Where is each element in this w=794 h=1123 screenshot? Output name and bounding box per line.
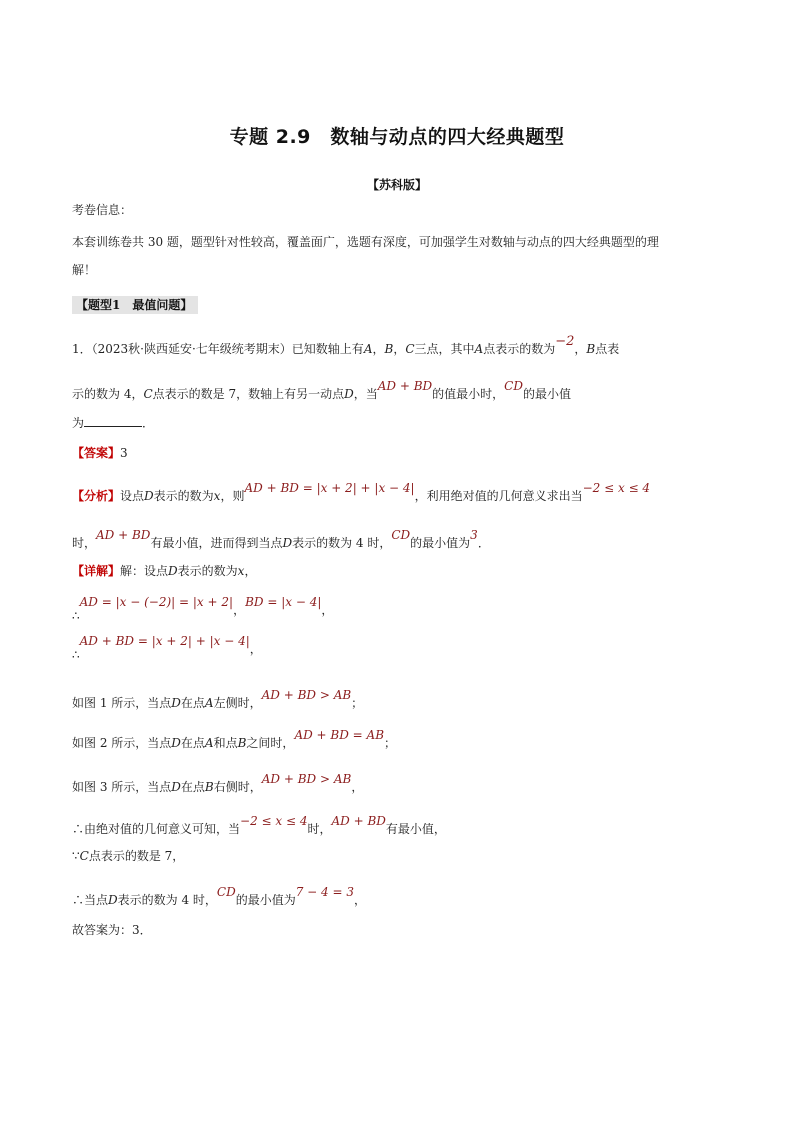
math-ad-plus-bd: AD + BD: [377, 379, 433, 393]
question-1-line-2: [72, 379, 571, 402]
var-D: D: [282, 536, 293, 550]
math-neg2: −2: [555, 334, 575, 349]
q1-text: ．: [142, 416, 155, 430]
answer-value: 3: [120, 446, 128, 460]
answer-label: 【答案】: [72, 446, 121, 460]
step-text: 时，: [307, 822, 332, 836]
exam-info-label: 考卷信息：: [72, 203, 133, 217]
step-text: ∴由绝对值的几何意义可知，当: [72, 822, 241, 836]
analysis-text: 设点: [120, 489, 145, 503]
var-B: B: [586, 342, 596, 356]
step-text: 在点: [180, 696, 205, 710]
analysis-text: 时，: [72, 536, 97, 550]
step-text: 表示的数为 4 时，: [117, 893, 217, 907]
math-equality: AD + BD = AB: [294, 728, 385, 742]
var-D: D: [171, 696, 181, 710]
step-9: 故答案为：3．: [72, 923, 152, 937]
description-line-2: 解！: [72, 263, 97, 277]
var-C: C: [405, 342, 415, 356]
analysis-line-2: [72, 528, 490, 551]
step-text: ∴当点: [72, 893, 109, 907]
var-B: B: [204, 780, 214, 794]
step-text: 有最小值，: [385, 822, 446, 836]
math-calc: 7 − 4 = 3: [295, 885, 355, 899]
q1-sep: ，: [372, 342, 385, 356]
var-A: A: [204, 736, 214, 750]
math-sum-abs: AD + BD = |x + 2| + |x − 4|: [244, 481, 415, 495]
q1-text: 的值最小时，: [432, 387, 505, 401]
step-text: ，: [351, 780, 364, 794]
math-ad-plus-bd: AD + BD: [331, 814, 386, 828]
q1-text: 三点，其中: [414, 342, 475, 356]
math-range: −2 ≤ x ≤ 4: [240, 814, 308, 828]
var-x: x: [237, 564, 245, 578]
var-D: D: [171, 736, 181, 750]
var-A: A: [363, 342, 373, 356]
var-D: D: [168, 564, 178, 578]
var-B: B: [237, 736, 247, 750]
var-D: D: [108, 893, 118, 907]
step-text: 点表示的数是 7，: [88, 849, 185, 863]
analysis-label: 【分析】: [72, 489, 121, 503]
analysis-text: ．: [477, 536, 490, 550]
math-inequality: AD + BD > AB: [261, 772, 352, 786]
var-D: D: [344, 387, 354, 401]
page-title: 专题 2.9 数轴与动点的四大经典题型: [229, 126, 565, 148]
question-1-line-3: [72, 414, 154, 431]
step-text: 和点: [213, 736, 238, 750]
step-text: 如图 1 所示，当点: [72, 696, 172, 710]
analysis-text: 有最小值，进而得到当点: [150, 536, 283, 550]
because-symbol: ∵: [72, 849, 80, 863]
math-cd: CD: [216, 885, 236, 899]
analysis-text: ，利用绝对值的几何意义求出当: [414, 489, 583, 503]
q1-text: ，: [574, 342, 587, 356]
detail-line: [72, 563, 256, 579]
step-text: ，: [233, 603, 246, 617]
analysis-text: 的最小值为: [410, 536, 471, 550]
step-text: 在点: [180, 736, 205, 750]
q1-text: 点表示的数是 7，数轴上有另一动点: [152, 387, 345, 401]
var-C: C: [143, 387, 153, 401]
math-three: 3: [470, 528, 478, 542]
math-cd: CD: [391, 528, 411, 542]
step-7: [72, 848, 184, 864]
detail-text: 解：设点: [120, 564, 169, 578]
step-3: [72, 688, 364, 711]
step-5: [72, 772, 364, 795]
detail-label: 【详解】: [72, 564, 121, 578]
math-bd-abs: BD = |x − 4|: [245, 595, 322, 609]
q1-text: 为: [72, 416, 85, 430]
step-text: ，: [321, 603, 334, 617]
detail-text: 表示的数为: [177, 564, 238, 578]
var-D: D: [144, 489, 154, 503]
step-text: 右侧时，: [213, 780, 262, 794]
var-D: D: [171, 780, 181, 794]
step-text: 之间时，: [246, 736, 295, 750]
math-sum-abs: AD + BD = |x + 2| + |x − 4|: [79, 634, 250, 648]
question-1-line-1: [72, 334, 620, 358]
step-text: 左侧时，: [213, 696, 262, 710]
step-8: [72, 885, 367, 908]
var-x: x: [213, 489, 221, 503]
step-text: ；: [384, 736, 397, 750]
q1-text: 点表: [595, 342, 620, 356]
var-A: A: [204, 696, 214, 710]
answer-line: [72, 445, 128, 461]
step-4: [72, 728, 397, 751]
math-ad-abs: AD = |x − (−2)| = |x + 2|: [79, 595, 234, 609]
q1-text: 点表示的数为: [483, 342, 556, 356]
q1-sep: ，: [393, 342, 406, 356]
math-range: −2 ≤ x ≤ 4: [582, 481, 651, 495]
analysis-line-1: [72, 481, 651, 504]
step-text: ；: [351, 696, 364, 710]
analysis-text: 表示的数为 4 时，: [292, 536, 392, 550]
var-C: C: [79, 849, 89, 863]
step-text: ，: [354, 893, 367, 907]
analysis-text: ，则: [220, 489, 245, 503]
step-text: 如图 3 所示，当点: [72, 780, 172, 794]
step-text: ，: [249, 642, 262, 656]
math-inequality: AD + BD > AB: [261, 688, 352, 702]
math-cd: CD: [504, 379, 523, 393]
therefore-symbol: ∴: [72, 648, 80, 662]
var-B: B: [384, 342, 394, 356]
q1-text: 的最小值: [522, 387, 571, 401]
step-6: [72, 814, 446, 837]
answer-blank: [84, 414, 142, 427]
analysis-text: 表示的数为: [153, 489, 214, 503]
step-1: [72, 595, 334, 623]
step-text: 如图 2 所示，当点: [72, 736, 172, 750]
q1-text: 1．（2023秋·陕西延安·七年级统考期末）已知数轴上有: [72, 342, 364, 356]
section-heading: 【题型1 最值问题】: [72, 296, 198, 314]
detail-text: ，: [244, 564, 257, 578]
therefore-symbol: ∴: [72, 609, 80, 623]
q1-text: 示的数为 4，: [72, 387, 144, 401]
q1-text: ，当: [353, 387, 378, 401]
description-line-1: 本套训练卷共 30 题，题型针对性较高，覆盖面广，选题有深度，可加强学生对数轴与动点的四大经典题型的理: [72, 235, 659, 249]
edition-label: 【苏科版】: [366, 178, 427, 192]
step-2: [72, 634, 262, 662]
step-text: 在点: [180, 780, 205, 794]
step-text: 的最小值为: [235, 893, 296, 907]
math-ad-plus-bd: AD + BD: [96, 528, 151, 542]
var-A: A: [474, 342, 484, 356]
